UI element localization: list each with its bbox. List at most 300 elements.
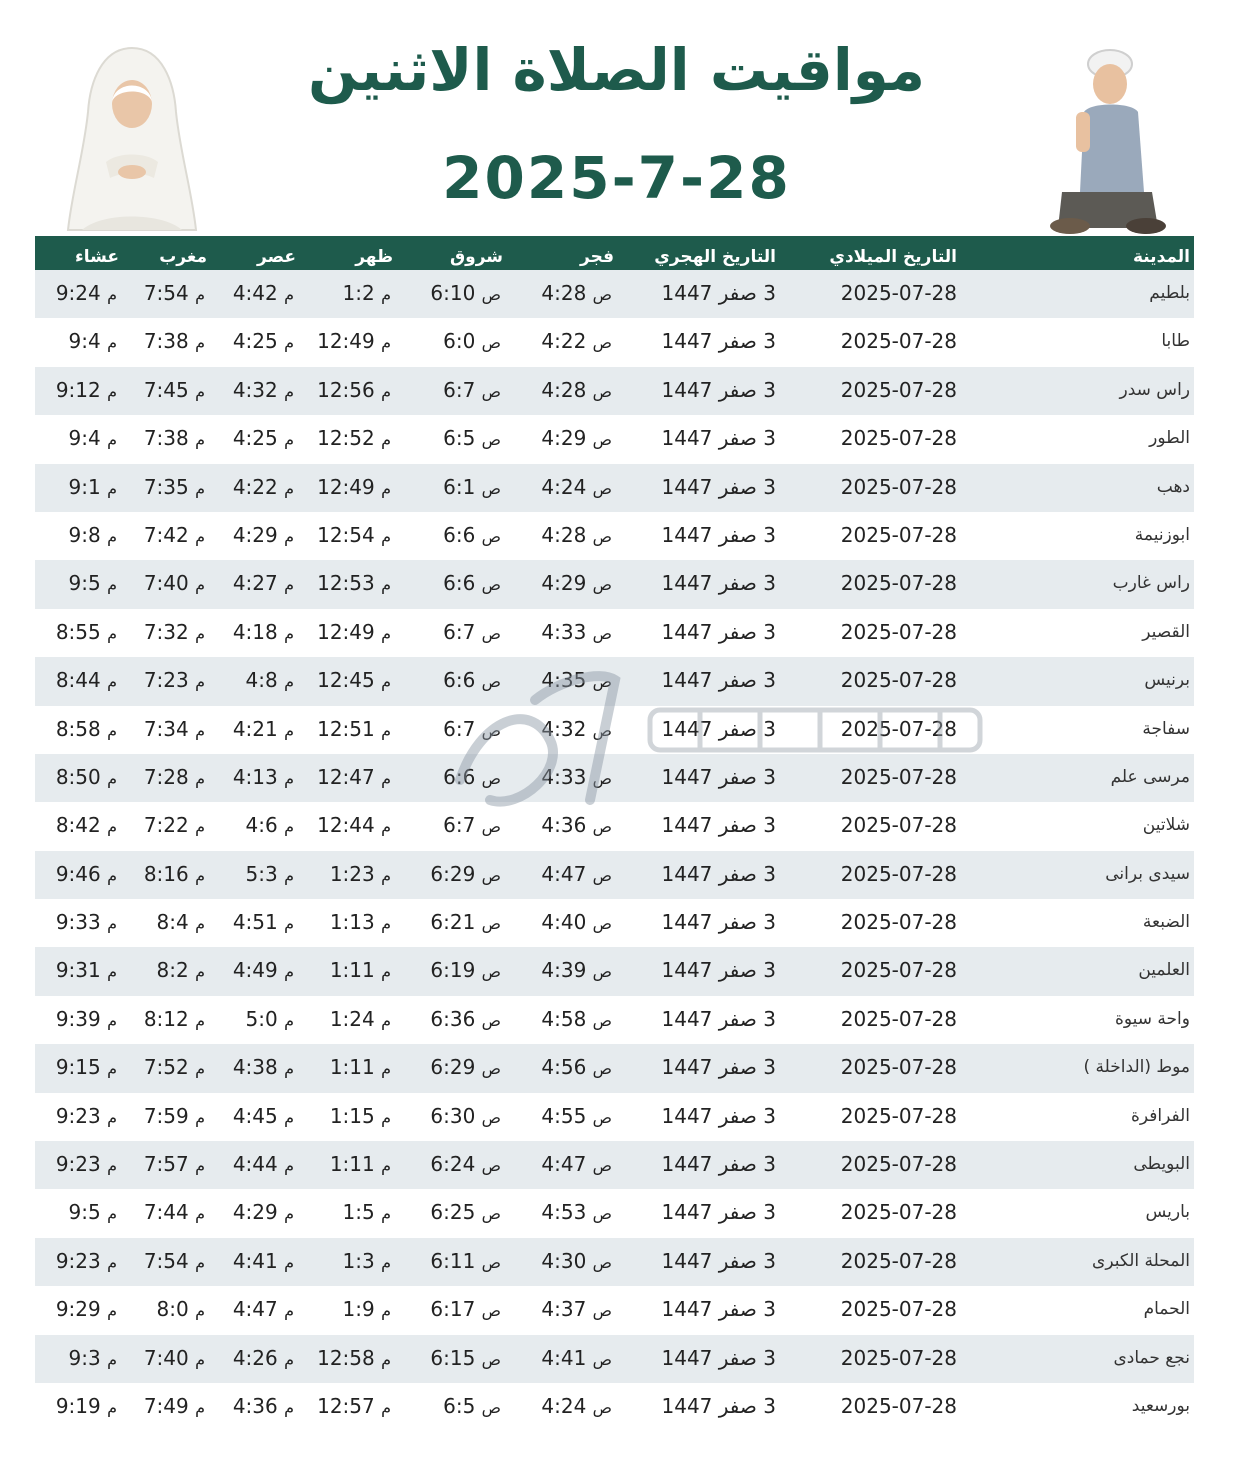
time-suffix: ص	[481, 333, 501, 353]
time-value: 7:35	[143, 474, 189, 499]
cell-asr	[206, 512, 296, 560]
time-value: 9:33	[55, 910, 101, 935]
table-row	[35, 1383, 1194, 1431]
time-suffix: م	[284, 768, 294, 788]
time-suffix: ص	[592, 478, 612, 498]
time-value: 9:3	[68, 1345, 101, 1370]
cell-city	[990, 851, 1190, 899]
table-row	[35, 560, 1194, 608]
time-value: 4:49	[232, 958, 278, 983]
time-value: 6:7	[443, 619, 476, 644]
time-value: 6:5	[443, 426, 476, 451]
cell-hijri	[626, 560, 776, 608]
time-value: 7:32	[143, 619, 189, 644]
hijri-date: 3 صفر 1447	[661, 958, 776, 983]
table-row	[35, 657, 1194, 705]
cell-hijri	[626, 802, 776, 850]
time-value: 8:50	[55, 764, 101, 789]
cell-dhuhr	[293, 706, 393, 754]
cell-hijri	[626, 318, 776, 366]
time-suffix: م	[381, 720, 391, 740]
time-suffix: م	[284, 285, 294, 304]
hijri-date: 3 صفر 1447	[661, 813, 776, 838]
cell-maghrib	[117, 1238, 207, 1286]
table-row	[35, 1141, 1194, 1189]
time-suffix: م	[284, 1010, 294, 1030]
table-row	[35, 754, 1194, 802]
cell-dhuhr	[293, 560, 393, 608]
cell-fajr	[504, 318, 614, 366]
cell-city	[990, 609, 1190, 657]
cell-city	[990, 415, 1190, 463]
time-value: 1:9	[342, 1297, 375, 1322]
time-suffix: ص	[481, 1349, 501, 1369]
cell-hijri	[626, 851, 776, 899]
time-value: 1:3	[342, 1248, 375, 1273]
time-suffix: ص	[481, 672, 501, 692]
city-name: مرسى علم	[1110, 766, 1190, 787]
cell-dhuhr	[293, 609, 393, 657]
table-row	[35, 947, 1194, 995]
time-value: 6:36	[430, 1006, 476, 1031]
time-value: 9:19	[55, 1393, 101, 1418]
cell-city	[990, 1044, 1190, 1092]
cell-city	[990, 512, 1190, 560]
time-suffix: م	[284, 1349, 294, 1369]
time-suffix: م	[195, 1204, 205, 1224]
cell-asr	[206, 270, 296, 318]
time-suffix: م	[284, 1059, 294, 1079]
time-suffix: م	[195, 526, 205, 546]
table-row	[35, 1189, 1194, 1237]
time-value: 4:24	[541, 474, 587, 499]
time-value: 8:12	[143, 1006, 189, 1031]
time-value: 12:47	[317, 764, 375, 789]
time-suffix: ص	[481, 1397, 501, 1417]
cell-fajr	[504, 1141, 614, 1189]
time-value: 4:41	[232, 1248, 278, 1273]
time-value: 6:29	[430, 1055, 476, 1080]
cell-fajr	[504, 1044, 614, 1092]
time-value: 4:32	[232, 377, 278, 402]
cell-shuruq	[393, 270, 503, 318]
cell-city	[990, 464, 1190, 512]
time-value: 12:44	[317, 813, 375, 838]
city-name: دهب	[1156, 476, 1190, 497]
prayer-times-table	[35, 236, 1194, 1431]
city-name: سيدى برانى	[1105, 863, 1190, 884]
hijri-date: 3 صفر 1447	[661, 764, 776, 789]
cell-shuruq	[393, 512, 503, 560]
hijri-date: 3 صفر 1447	[661, 1200, 776, 1225]
cell-maghrib	[117, 1093, 207, 1141]
cell-isha	[29, 367, 119, 415]
time-suffix: ص	[592, 962, 612, 982]
time-value: 9:8	[68, 522, 101, 547]
cell-shuruq	[393, 754, 503, 802]
table-header	[35, 236, 1194, 270]
time-suffix: م	[284, 817, 294, 837]
gregorian-date: 2025-07-28	[840, 329, 957, 354]
city-name: بورسعيد	[1131, 1395, 1190, 1416]
time-suffix: ص	[592, 1301, 612, 1321]
time-value: 12:51	[317, 716, 375, 741]
cell-fajr	[504, 1286, 614, 1334]
time-value: 4:51	[232, 910, 278, 935]
time-value: 4:22	[232, 474, 278, 499]
time-suffix: م	[381, 430, 391, 450]
time-suffix: ص	[481, 1059, 501, 1079]
time-suffix: م	[284, 430, 294, 450]
header-fajr: فجر	[580, 247, 614, 267]
time-value: 9:5	[68, 571, 101, 596]
cell-greg	[787, 657, 957, 705]
time-value: 6:17	[430, 1297, 476, 1322]
cell-isha	[29, 706, 119, 754]
time-value: 6:25	[430, 1200, 476, 1225]
city-name: العلمين	[1138, 960, 1190, 981]
time-suffix: ص	[592, 914, 612, 934]
time-value: 7:44	[143, 1200, 189, 1225]
cell-asr	[206, 851, 296, 899]
cell-maghrib	[117, 318, 207, 366]
time-value: 1:23	[329, 861, 375, 886]
cell-fajr	[504, 415, 614, 463]
time-value: 4:47	[541, 1152, 587, 1177]
cell-isha	[29, 464, 119, 512]
time-suffix: ص	[592, 285, 612, 304]
time-suffix: م	[195, 962, 205, 982]
gregorian-date: 2025-07-28	[840, 1006, 957, 1031]
cell-isha	[29, 899, 119, 947]
city-name: القصير	[1142, 621, 1190, 642]
time-value: 6:6	[443, 668, 476, 693]
cell-city	[990, 947, 1190, 995]
time-suffix: م	[284, 1397, 294, 1417]
cell-isha	[29, 560, 119, 608]
time-suffix: ص	[481, 1204, 501, 1224]
time-value: 4:25	[232, 426, 278, 451]
cell-fajr	[504, 802, 614, 850]
gregorian-date: 2025-07-28	[840, 281, 957, 305]
cell-greg	[787, 1141, 957, 1189]
cell-asr	[206, 1189, 296, 1237]
cell-maghrib	[117, 947, 207, 995]
time-value: 4:6	[245, 813, 278, 838]
time-suffix: ص	[481, 430, 501, 450]
cell-hijri	[626, 1141, 776, 1189]
hijri-date: 3 صفر 1447	[661, 1345, 776, 1370]
time-value: 4:21	[232, 716, 278, 741]
time-value: 4:36	[232, 1393, 278, 1418]
time-suffix: ص	[592, 720, 612, 740]
cell-shuruq	[393, 706, 503, 754]
cell-maghrib	[117, 609, 207, 657]
time-suffix: م	[195, 623, 205, 643]
time-suffix: ص	[481, 1107, 501, 1127]
gregorian-date: 2025-07-28	[840, 668, 957, 693]
cell-hijri	[626, 415, 776, 463]
cell-shuruq	[393, 1286, 503, 1334]
cell-shuruq	[393, 657, 503, 705]
time-suffix: ص	[481, 1252, 501, 1272]
time-value: 9:4	[68, 426, 101, 451]
cell-hijri	[626, 1238, 776, 1286]
time-value: 7:52	[143, 1055, 189, 1080]
cell-greg	[787, 1238, 957, 1286]
table-row	[35, 318, 1194, 366]
cell-maghrib	[117, 706, 207, 754]
gregorian-date: 2025-07-28	[840, 426, 957, 451]
time-value: 7:23	[143, 668, 189, 693]
time-suffix: م	[284, 672, 294, 692]
time-suffix: ص	[592, 333, 612, 353]
table-row	[35, 415, 1194, 463]
time-suffix: م	[195, 430, 205, 450]
time-suffix: م	[381, 285, 391, 304]
cell-isha	[29, 947, 119, 995]
cell-isha	[29, 512, 119, 560]
time-suffix: م	[284, 381, 294, 401]
cell-city	[990, 1383, 1190, 1431]
time-value: 12:57	[317, 1393, 375, 1418]
cell-dhuhr	[293, 270, 393, 318]
time-value: 4:45	[232, 1103, 278, 1128]
time-suffix: م	[195, 1397, 205, 1417]
cell-greg	[787, 1335, 957, 1383]
city-name: الطور	[1149, 428, 1190, 449]
gregorian-date: 2025-07-28	[840, 1297, 957, 1322]
time-suffix: م	[284, 1301, 294, 1321]
table-row	[35, 1238, 1194, 1286]
time-suffix: ص	[481, 1010, 501, 1030]
time-value: 12:54	[317, 522, 375, 547]
time-value: 8:55	[55, 619, 101, 644]
cell-fajr	[504, 560, 614, 608]
time-suffix: ص	[481, 865, 501, 885]
gregorian-date: 2025-07-28	[840, 1055, 957, 1080]
hijri-date: 3 صفر 1447	[661, 619, 776, 644]
cell-fajr	[504, 899, 614, 947]
cell-dhuhr	[293, 415, 393, 463]
city-name: بلطيم	[1149, 283, 1190, 303]
cell-dhuhr	[293, 657, 393, 705]
time-value: 4:27	[232, 571, 278, 596]
time-suffix: ص	[481, 285, 501, 304]
time-value: 9:23	[55, 1103, 101, 1128]
city-name: راس سدر	[1119, 379, 1190, 400]
cell-hijri	[626, 270, 776, 318]
time-value: 5:0	[245, 1006, 278, 1031]
time-value: 9:1	[68, 474, 101, 499]
time-value: 6:1	[443, 474, 476, 499]
time-suffix: م	[381, 1107, 391, 1127]
time-suffix: م	[107, 1059, 117, 1079]
time-suffix: م	[381, 1301, 391, 1321]
cell-fajr	[504, 1189, 614, 1237]
time-suffix: م	[107, 333, 117, 353]
cell-asr	[206, 947, 296, 995]
time-suffix: م	[381, 575, 391, 595]
cell-city	[990, 706, 1190, 754]
cell-maghrib	[117, 560, 207, 608]
cell-hijri	[626, 1286, 776, 1334]
hijri-date: 3 صفر 1447	[661, 329, 776, 354]
cell-shuruq	[393, 367, 503, 415]
cell-city	[990, 899, 1190, 947]
city-name: نجع حمادى	[1113, 1347, 1190, 1368]
time-suffix: م	[284, 1107, 294, 1127]
time-value: 4:56	[541, 1055, 587, 1080]
cell-hijri	[626, 1383, 776, 1431]
cell-dhuhr	[293, 1286, 393, 1334]
cell-city	[990, 1286, 1190, 1334]
time-value: 6:10	[430, 281, 476, 305]
time-suffix: م	[381, 1349, 391, 1369]
cell-hijri	[626, 996, 776, 1044]
cell-greg	[787, 754, 957, 802]
time-value: 4:25	[232, 329, 278, 354]
time-value: 4:29	[232, 522, 278, 547]
time-value: 12:45	[317, 668, 375, 693]
time-value: 6:29	[430, 861, 476, 886]
time-suffix: ص	[481, 381, 501, 401]
cell-asr	[206, 367, 296, 415]
header-hijri-date: التاريخ الهجري	[654, 247, 776, 267]
table-row	[35, 1044, 1194, 1092]
gregorian-date: 2025-07-28	[840, 619, 957, 644]
time-suffix: م	[195, 1301, 205, 1321]
cell-isha	[29, 1238, 119, 1286]
time-value: 7:38	[143, 426, 189, 451]
time-suffix: م	[381, 526, 391, 546]
cell-fajr	[504, 367, 614, 415]
hijri-date: 3 صفر 1447	[661, 668, 776, 693]
time-suffix: م	[107, 623, 117, 643]
gregorian-date: 2025-07-28	[840, 571, 957, 596]
cell-asr	[206, 560, 296, 608]
time-suffix: ص	[481, 1301, 501, 1321]
time-suffix: م	[195, 672, 205, 692]
time-suffix: م	[381, 381, 391, 401]
time-suffix: م	[381, 768, 391, 788]
cell-isha	[29, 657, 119, 705]
cell-shuruq	[393, 1141, 503, 1189]
cell-isha	[29, 1189, 119, 1237]
time-suffix: م	[195, 1349, 205, 1369]
time-suffix: م	[107, 720, 117, 740]
cell-fajr	[504, 609, 614, 657]
time-value: 4:33	[541, 764, 587, 789]
time-value: 6:7	[443, 813, 476, 838]
time-suffix: م	[381, 1156, 391, 1176]
cell-dhuhr	[293, 1335, 393, 1383]
time-suffix: م	[381, 1252, 391, 1272]
time-suffix: م	[195, 768, 205, 788]
time-suffix: ص	[481, 914, 501, 934]
time-suffix: ص	[481, 478, 501, 498]
time-value: 9:23	[55, 1152, 101, 1177]
cell-shuruq	[393, 1093, 503, 1141]
time-suffix: م	[107, 768, 117, 788]
cell-dhuhr	[293, 318, 393, 366]
time-suffix: م	[284, 478, 294, 498]
cell-isha	[29, 1093, 119, 1141]
header-dhuhr: ظهر	[355, 247, 393, 267]
cell-greg	[787, 367, 957, 415]
cell-hijri	[626, 754, 776, 802]
cell-maghrib	[117, 1189, 207, 1237]
time-suffix: ص	[592, 1156, 612, 1176]
time-value: 6:0	[443, 329, 476, 354]
time-value: 1:11	[329, 1152, 375, 1177]
cell-dhuhr	[293, 851, 393, 899]
time-value: 7:54	[143, 281, 189, 305]
cell-maghrib	[117, 1286, 207, 1334]
time-suffix: م	[381, 1010, 391, 1030]
hijri-date: 3 صفر 1447	[661, 1103, 776, 1128]
cell-isha	[29, 996, 119, 1044]
time-suffix: م	[107, 285, 117, 304]
time-value: 1:11	[329, 958, 375, 983]
time-value: 12:53	[317, 571, 375, 596]
time-suffix: م	[195, 381, 205, 401]
time-suffix: م	[195, 478, 205, 498]
cell-fajr	[504, 512, 614, 560]
table-row	[35, 851, 1194, 899]
cell-city	[990, 560, 1190, 608]
gregorian-date: 2025-07-28	[840, 377, 957, 402]
gregorian-date: 2025-07-28	[840, 1103, 957, 1128]
header-gregorian-date: التاريخ الميلادي	[829, 247, 957, 267]
time-value: 1:2	[342, 281, 375, 305]
hijri-date: 3 صفر 1447	[661, 861, 776, 886]
time-suffix: م	[381, 962, 391, 982]
cell-city	[990, 367, 1190, 415]
cell-greg	[787, 899, 957, 947]
cell-dhuhr	[293, 512, 393, 560]
cell-maghrib	[117, 1044, 207, 1092]
time-suffix: ص	[481, 623, 501, 643]
header-shuruq: شروق	[449, 247, 503, 267]
time-value: 6:30	[430, 1103, 476, 1128]
time-value: 7:54	[143, 1248, 189, 1273]
time-suffix: ص	[592, 817, 612, 837]
city-name: برنيس	[1144, 670, 1190, 691]
time-suffix: م	[381, 333, 391, 353]
time-value: 7:22	[143, 813, 189, 838]
time-suffix: م	[284, 526, 294, 546]
cell-greg	[787, 996, 957, 1044]
gregorian-date: 2025-07-28	[840, 474, 957, 499]
time-suffix: م	[284, 914, 294, 934]
time-suffix: م	[195, 1107, 205, 1127]
header-isha: عشاء	[75, 247, 119, 267]
gregorian-date: 2025-07-28	[840, 813, 957, 838]
cell-shuruq	[393, 851, 503, 899]
cell-asr	[206, 1383, 296, 1431]
time-value: 6:6	[443, 571, 476, 596]
cell-greg	[787, 512, 957, 560]
cell-city	[990, 657, 1190, 705]
time-suffix: ص	[592, 1204, 612, 1224]
time-suffix: م	[381, 1397, 391, 1417]
time-value: 7:57	[143, 1152, 189, 1177]
cell-asr	[206, 318, 296, 366]
city-name: الفرافرة	[1130, 1105, 1190, 1126]
time-value: 4:38	[232, 1055, 278, 1080]
cell-asr	[206, 899, 296, 947]
